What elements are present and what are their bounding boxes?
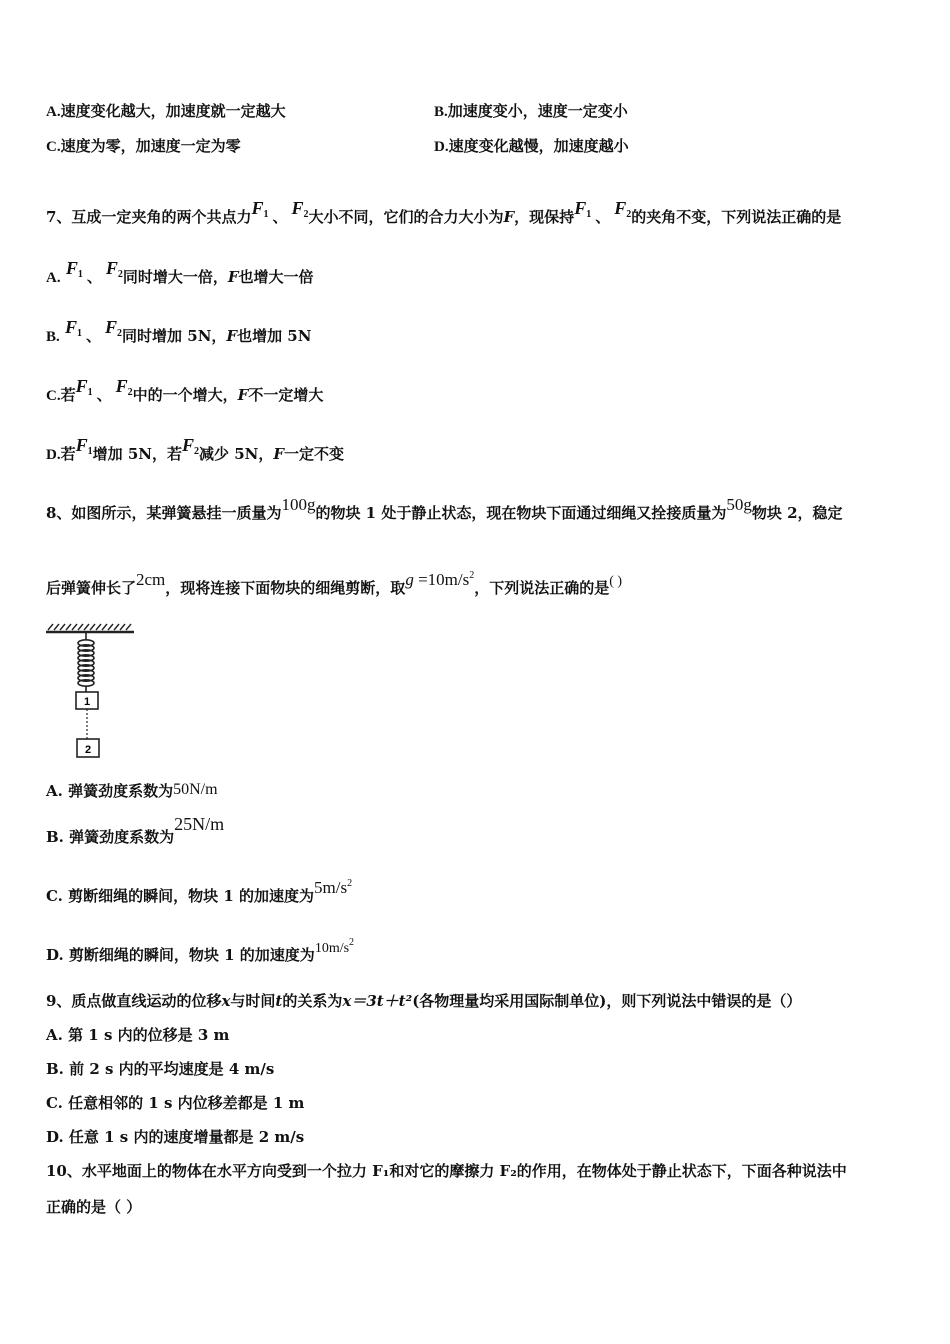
q10-stem-line1: 10、水平地面上的物体在水平方向受到一个拉力 F₁和对它的摩擦力 F₂的作用，在物体处于静止状态下，下面各种说法中 <box>46 1162 847 1180</box>
q7-d-tail: 一定不变 <box>284 445 345 463</box>
q9-option-b: B. 前 2 s 内的平均速度是 4 m/s <box>46 1060 275 1078</box>
q7-a-tail: 也增大一倍 <box>238 268 314 286</box>
q7-stem-text4: 的夹角不变，下列说法正确的是 <box>631 208 842 226</box>
q7-b-text: 同时增加 5N， <box>122 327 227 345</box>
q9-x: x <box>221 992 231 1010</box>
q7-stem-text1: 7、互成一定夹角的两个共点力 <box>46 208 252 226</box>
q8-extension: 2cm <box>136 570 166 589</box>
q8-g-expr: $g =10m/s^2$ <box>405 570 475 589</box>
q7-f2b: $F_2$ <box>614 198 632 220</box>
q9-formula: x＝3t＋t² <box>342 992 413 1010</box>
q9-t: t <box>275 992 283 1010</box>
q8-text5: ，现将连接下面物块的细绳剪断，取 <box>165 579 406 597</box>
q7-b-sep: 、 <box>86 327 102 345</box>
q8-option-d <box>46 937 355 965</box>
q8-stem-line1 <box>46 495 843 523</box>
q7-d-mid: 增加 5N，若 <box>92 445 182 463</box>
q7-c-tail: 不一定增大 <box>248 386 324 404</box>
q7-option-d <box>46 435 345 465</box>
q8-text6: ，下列说法正确的是 <box>474 579 610 597</box>
q7-c-F: F <box>237 386 249 404</box>
q7-c-f1: $F_1$ <box>75 376 93 398</box>
q7-a-sep: 、 <box>86 268 102 286</box>
q8-paren: ( ) <box>609 574 623 589</box>
q8-option-b <box>46 814 225 847</box>
q9-stem <box>46 990 801 1011</box>
q7-c-label: C. <box>46 388 61 404</box>
q7-c-pre: 若 <box>60 386 76 404</box>
q6-option-b: B.加速度变小，速度一定变小 <box>434 104 628 120</box>
q7-f1: $F_1$ <box>251 198 269 220</box>
q7-stem-text3: ，现保持 <box>514 208 575 226</box>
q7-sep: 、 <box>272 208 288 226</box>
q8-option-a <box>46 780 218 801</box>
q8-text3: 物块 2，稳定 <box>751 504 843 522</box>
q7-c-sep: 、 <box>96 386 112 404</box>
q8-stem-line2 <box>46 570 623 598</box>
q9-text1: 9、质点做直线运动的位移 <box>46 992 222 1010</box>
q9-option-d: D. 任意 1 s 内的速度增量都是 2 m/s <box>46 1128 305 1146</box>
q6-option-a: A.速度变化越大，加速度就一定越大 <box>46 104 286 120</box>
q8-text4: 后弹簧伸长了 <box>46 579 137 597</box>
spring-diagram <box>44 622 144 767</box>
q7-a-f2: $F_2$ <box>105 258 123 280</box>
q7-a-F: F <box>227 268 239 286</box>
q9-option-c: C. 任意相邻的 1 s 内位移差都是 1 m <box>46 1094 305 1112</box>
q7-sep2: 、 <box>595 208 611 226</box>
q9-text2: 与时间 <box>230 992 276 1010</box>
q7-b-tail: 也增加 5N <box>237 327 312 345</box>
q8-text2: 的物块 1 处于静止状态，现在物块下面通过细绳又拴接质量为 <box>315 504 727 522</box>
q7-option-b <box>46 317 312 347</box>
q8-a-text: A. 弹簧劲度系数为 <box>46 782 174 800</box>
q8-c-val: $5m/s^2$ <box>314 878 353 897</box>
q7-stem-text2: 大小不同，它们的合力大小为 <box>308 208 504 226</box>
q7-c-f2: $F_2$ <box>115 376 133 398</box>
block-2-label: 2 <box>84 744 92 756</box>
q7-option-a <box>46 258 314 288</box>
q7-F: F <box>503 208 515 226</box>
q7-b-label: B. <box>46 329 60 345</box>
q7-d-pre: 若 <box>60 445 76 463</box>
q8-mass1: 100g <box>281 495 316 514</box>
q7-f1b: $F_1$ <box>574 198 592 220</box>
q7-d-f2: $F_2$ <box>182 435 200 457</box>
q8-option-c <box>46 878 353 906</box>
q8-b-val: 25N/m <box>174 814 225 834</box>
q8-d-text: D. 剪断细绳的瞬间，物块 1 的加速度为 <box>46 946 315 964</box>
q7-f2: $F_2$ <box>291 198 309 220</box>
q7-b-f1: $F_1$ <box>65 317 83 339</box>
q9-text4: (各物理量均采用国际制单位)，则下列说法中错误的是（） <box>412 992 802 1010</box>
q7-d-label: D. <box>46 447 61 463</box>
q7-d-f1: $F_1$ <box>75 435 93 457</box>
q7-b-F: F <box>226 327 238 345</box>
q6-option-c: C.速度为零，加速度一定为零 <box>46 139 241 155</box>
spring <box>78 632 94 692</box>
q7-a-text: 同时增大一倍， <box>122 268 228 286</box>
q7-a-f1: $F_1$ <box>65 258 83 280</box>
q7-a-label: A. <box>46 270 61 286</box>
q8-b-text: B. 弹簧劲度系数为 <box>46 828 175 846</box>
q7-b-f2: $F_2$ <box>105 317 123 339</box>
q9-option-a: A. 第 1 s 内的位移是 3 m <box>46 1026 230 1044</box>
q8-a-val: 50N/m <box>173 781 218 798</box>
q8-mass2: 50g <box>726 495 752 514</box>
q7-stem <box>46 198 842 228</box>
q8-c-text: C. 剪断细绳的瞬间，物块 1 的加速度为 <box>46 887 315 905</box>
ceiling-hatch <box>46 624 134 632</box>
q9-text3: 的关系为 <box>282 992 343 1010</box>
q7-option-c <box>46 376 324 406</box>
q8-text1: 8、如图所示，某弹簧悬挂一质量为 <box>46 504 282 522</box>
q7-d-mid2: 减少 5N， <box>199 445 274 463</box>
q8-d-val: $10m/s^2$ <box>314 937 355 956</box>
q7-c-text: 中的一个增大， <box>132 386 238 404</box>
block-1-label: 1 <box>83 696 91 708</box>
q10-stem-line2: 正确的是（ ） <box>46 1198 142 1216</box>
q7-d-F: F <box>273 445 285 463</box>
q6-option-d: D.速度变化越慢，加速度越小 <box>434 139 629 155</box>
